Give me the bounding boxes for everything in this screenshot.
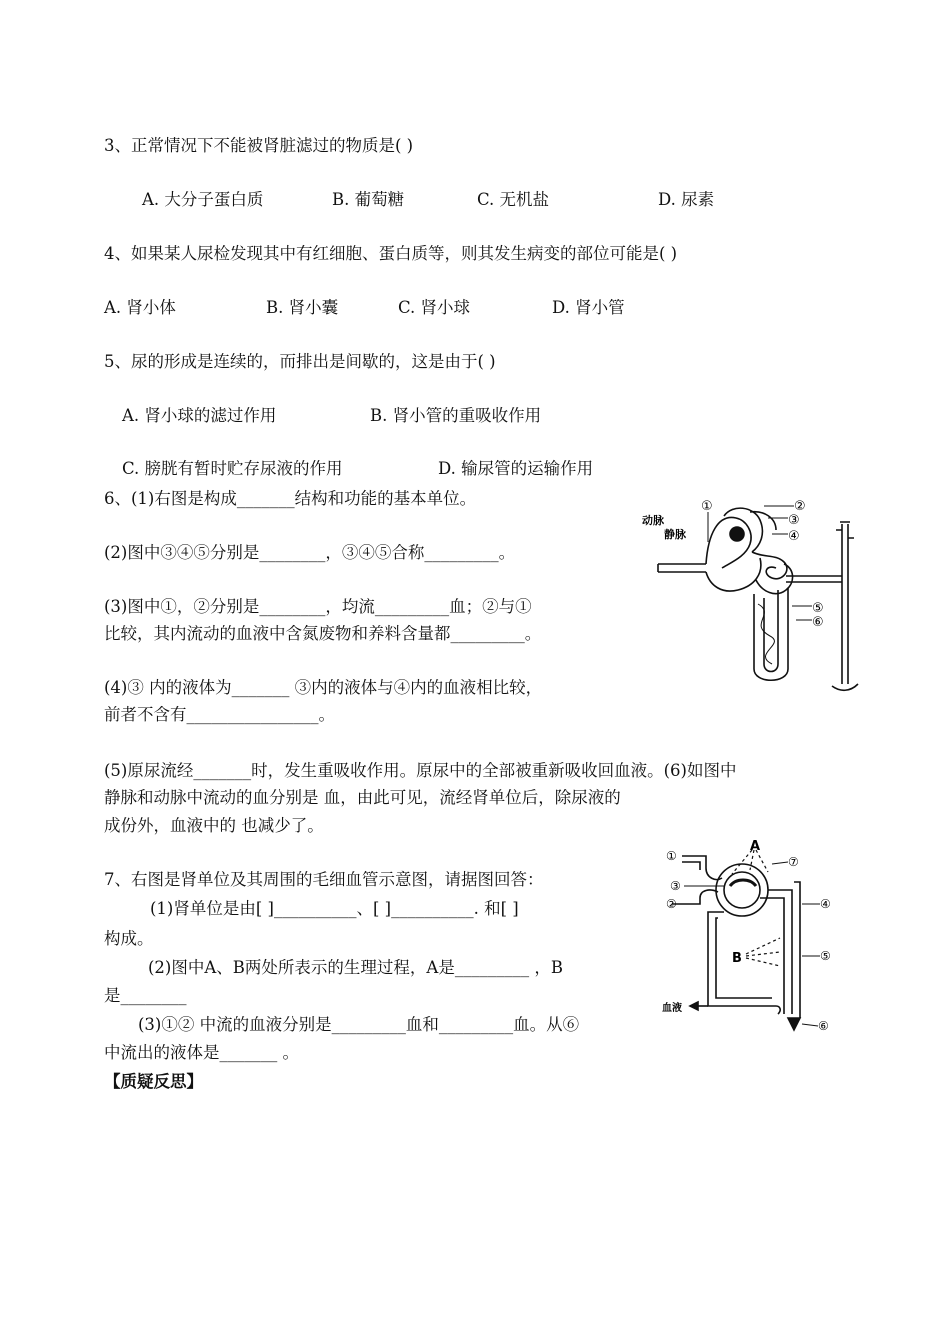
q7-line-3: 构成。 [104,929,154,948]
q7-line-2: (1)肾单位是由[ ]__________、[ ]__________. 和[ ] [150,899,519,918]
q6-line-4: 比较，其内流动的血液中含氮废物和养料含量都_________。 [104,624,542,643]
fig2-label-B: B [732,951,742,966]
nephron-figure-2 [660,838,840,1038]
q4-option-d: D. 肾小管 [552,298,625,317]
q6-line-6: 前者不含有________________。 [104,705,335,724]
vein-label: 静脉 [664,528,686,541]
q5-stem: 5、尿的形成是连续的，而排出是间歇的，这是由于( ) [104,352,496,371]
fig1-label-2: ② [794,499,806,514]
q6-line-2: (2)图中③④⑤分别是________，③④⑤合称_________。 [104,543,516,562]
q6-line-1: 6、(1)右图是构成_______结构和功能的基本单位。 [104,489,477,508]
nephron-figure-1 [636,494,868,694]
nephron-diagram-1 [636,494,868,694]
q6-line-9: 成份外，血液中的 也减少了。 [104,816,324,835]
q7-line-4: (2)图中A、B两处所表示的生理过程，A是_________ ，B [148,958,563,977]
q3-option-b: B. 葡萄糖 [332,190,405,209]
fig2-blood-label: 血液 [662,1003,682,1014]
fig1-label-3: ③ [788,513,800,528]
q5-option-b: B. 肾小管的重吸收作用 [370,406,542,425]
q7-line-1: 7、右图是肾单位及其周围的毛细血管示意图，请据图回答： [104,870,544,889]
fig2-label-4: ④ [820,897,831,911]
q7-line-7: 中流出的液体是_______ 。 [104,1043,299,1062]
q3-stem: 3、正常情况下不能被肾脏滤过的物质是( ) [104,136,414,155]
q6-line-7: (5)原尿流经_______时，发生重吸收作用。原尿中的全部被重新吸收回血液。(6)如图中 [104,761,737,780]
q5-option-d: D. 输尿管的运输作用 [438,459,594,478]
q3-option-d: D. 尿素 [658,190,715,209]
q3-option-a: A. 大分子蛋白质 [142,190,264,209]
q5-option-c: C. 膀胱有暂时贮存尿液的作用 [122,459,343,478]
q4-stem: 4、如果某人尿检发现其中有红细胞、蛋白质等，则其发生病变的部位可能是( ) [104,244,678,263]
q7-line-5: 是________ [104,986,187,1005]
nephron-diagram-2 [660,838,840,1038]
fig2-label-7: ⑦ [788,855,799,869]
fig1-label-1: ① [701,499,713,514]
q6-line-5: (4)③ 内的液体为_______ ③内的液体与④内的血液相比较， [104,678,543,697]
fig2-label-5: ⑤ [820,949,831,963]
fig2-label-3: ③ [670,879,681,893]
q4-option-b: B. 肾小囊 [266,298,339,317]
fig1-label-4: ④ [788,529,800,544]
fig2-label-1: ① [666,849,677,863]
q4-option-c: C. 肾小球 [398,298,471,317]
q7-line-6: (3)①② 中流的血液分别是_________血和_________血。从⑥ [138,1015,580,1034]
q6-line-8: 静脉和动脉中流动的血分别是 血，由此可见，流经肾单位后，除尿液的 [104,788,621,807]
q3-option-c: C. 无机盐 [477,190,550,209]
fig2-label-6: ⑥ [818,1019,829,1033]
q4-option-a: A. 肾小体 [104,298,176,317]
artery-label: 动脉 [642,514,664,527]
fig2-label-A: A [750,839,761,854]
q6-line-3: (3)图中①，②分别是________，均流_________血；②与① [104,597,532,616]
section-title: 【质疑反思】 [104,1072,203,1091]
fig1-label-5: ⑤ [812,601,824,616]
fig2-label-2: ② [666,897,677,911]
q5-option-a: A. 肾小球的滤过作用 [122,406,277,425]
fig1-label-6: ⑥ [812,615,824,630]
